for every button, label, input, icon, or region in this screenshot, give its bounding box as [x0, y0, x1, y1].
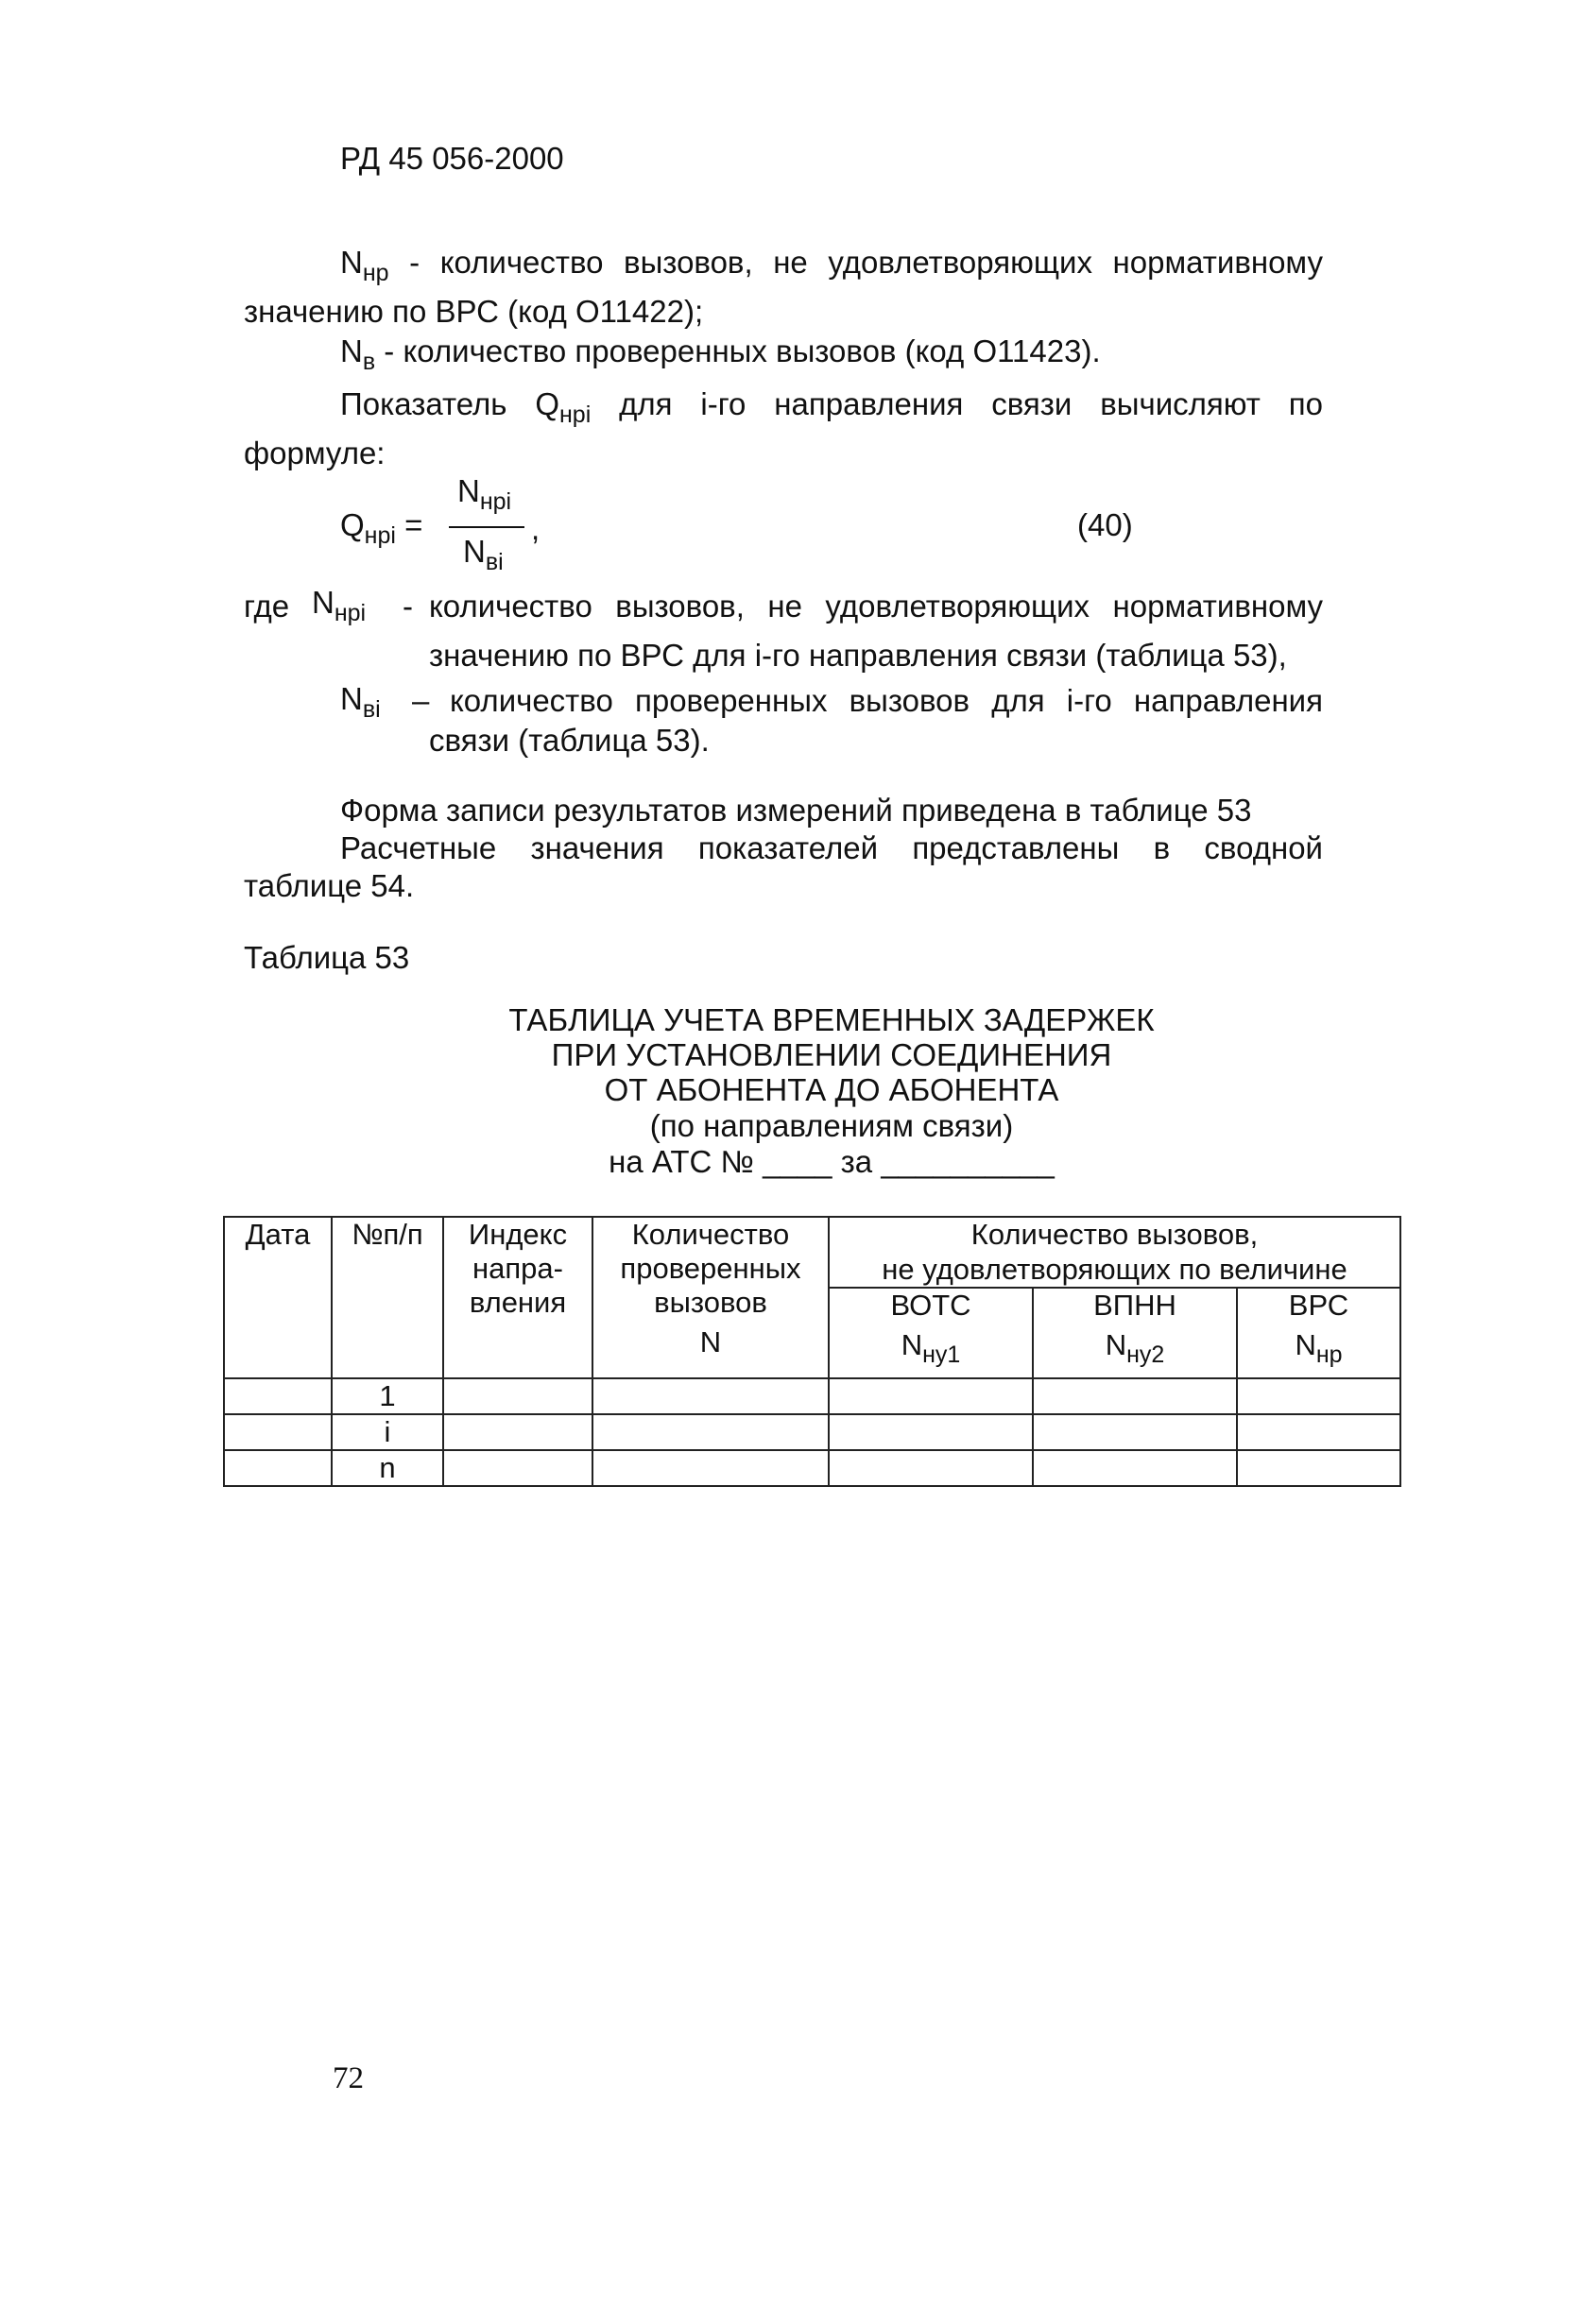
header-votc-symbol: $N_{ну1}$ [901, 1328, 961, 1368]
header-index [443, 1217, 592, 1378]
za-word: за [840, 1144, 873, 1179]
where-dash-2: – [412, 683, 430, 718]
header-vpnn [1033, 1288, 1237, 1378]
header-index-line1: Индекс [468, 1218, 568, 1251]
subscript: в [362, 349, 376, 375]
header-checked-line1: Количество [631, 1218, 790, 1251]
subscript: нр [362, 260, 389, 286]
symbol-n: N [340, 333, 363, 368]
where-dash-1: - [403, 589, 413, 624]
formula-lhs [340, 506, 422, 547]
indicator-line2: формуле: [244, 436, 386, 470]
indicator-post: для i-го направления связи вычисляют по [591, 386, 1324, 421]
symbol-q: Q [535, 386, 559, 421]
header-row-1 [224, 1217, 1400, 1253]
paragraph-form: Форма записи результатов измерений приведена в таблице 53 [340, 793, 1252, 828]
definition-nnr-line2: значению по ВРС (код О11422); [244, 294, 704, 329]
subscript: вi [362, 696, 381, 723]
subscript: нрi [479, 488, 512, 515]
table-title-line3: ОТ АБОНЕНТА ДО АБОНЕНТА [604, 1072, 1059, 1107]
table-label: Таблица 53 [244, 940, 410, 975]
definition-text: - количество вызовов, не удовлетворяющих нормативному [388, 245, 1323, 280]
fraction-bar [449, 526, 524, 528]
formula-number: (40) [1077, 507, 1133, 542]
header-group-line2: не удовлетворяющих по величине [829, 1253, 1400, 1288]
row-number: n [332, 1450, 443, 1486]
header-votc-label: ВОТС [890, 1289, 971, 1322]
header-group-line1: Количество вызовов, [829, 1217, 1400, 1253]
row-number: i [332, 1414, 443, 1450]
equals-sign: = [404, 507, 423, 542]
header-date: Дата [224, 1217, 332, 1378]
paragraph-calc-line1: Расчетные значения показателей представлены в сводной [340, 830, 1323, 865]
where-item-1-line1: количество вызовов, не удовлетворяющих нормативному [429, 589, 1323, 624]
where-symbol-1 [312, 584, 366, 624]
header-vpnn-symbol: $N_{ну2}$ [1105, 1328, 1165, 1368]
where-word: где [244, 589, 290, 624]
symbol-n: N [312, 585, 335, 620]
header-votc [829, 1288, 1033, 1378]
where-symbol-2 [340, 680, 381, 721]
header-checked-symbol: N [699, 1325, 722, 1359]
header-index-line2: напра- [472, 1252, 563, 1285]
formula-denominator [463, 533, 504, 573]
za-blank: __________ [881, 1144, 1055, 1179]
symbol-n: N [457, 473, 480, 508]
ats-line [340, 1143, 1323, 1181]
subscript: вi [485, 549, 504, 575]
formula-numerator [457, 472, 511, 513]
page-number: 72 [333, 2061, 364, 2095]
header-num: №п/п [332, 1217, 443, 1378]
symbol-n: N [340, 245, 363, 280]
table-row [224, 1450, 1400, 1486]
row-number: 1 [332, 1378, 443, 1414]
indicator-line1 [340, 385, 1323, 426]
delay-table [223, 1216, 1401, 1487]
where-item-1-line2: значению по ВРС для i-го направления связи (таблица 53), [429, 638, 1287, 673]
symbol-n: N [340, 681, 363, 716]
formula-comma: , [531, 511, 541, 546]
ats-prefix: на АТС № [609, 1144, 754, 1179]
subscript: нрi [364, 522, 396, 549]
where-item-2-line2: связи (таблица 53). [429, 723, 710, 758]
where-item-2-line1: количество проверенных вызовов для i-го направления [450, 683, 1323, 718]
indicator-pre: Показатель [340, 386, 536, 421]
definition-text: - количество проверенных вызовов (код О11423). [375, 333, 1101, 368]
header-vrc-label: ВРС [1288, 1289, 1349, 1322]
header-vrc [1237, 1288, 1400, 1378]
definition-nnr-line1 [340, 244, 1323, 284]
header-checked-line3: вызовов [654, 1286, 767, 1319]
symbol-q: Q [340, 507, 365, 542]
header-vpnn-label: ВПНН [1093, 1289, 1176, 1322]
definition-nv [340, 333, 1101, 373]
table-row [224, 1378, 1400, 1414]
table-title-line1: ТАБЛИЦА УЧЕТА ВРЕМЕННЫХ ЗАДЕРЖЕК [508, 1002, 1155, 1037]
table-row [224, 1414, 1400, 1450]
paragraph-calc-line2: таблице 54. [244, 868, 415, 903]
document-code: РД 45 056-2000 [340, 141, 564, 176]
header-checked [592, 1217, 829, 1378]
table-title-line4: (по направлениям связи) [649, 1108, 1014, 1143]
header-vrc-symbol: $N_{нр}$ [1295, 1328, 1343, 1368]
ats-blank: ____ [763, 1144, 832, 1179]
symbol-n: N [463, 534, 486, 569]
subscript: нрi [559, 402, 592, 428]
header-checked-line2: проверенных [620, 1252, 801, 1285]
subscript: нрi [334, 600, 367, 626]
table-title-line2: ПРИ УСТАНОВЛЕНИИ СОЕДИНЕНИЯ [551, 1037, 1112, 1072]
header-index-line3: вления [469, 1286, 567, 1319]
